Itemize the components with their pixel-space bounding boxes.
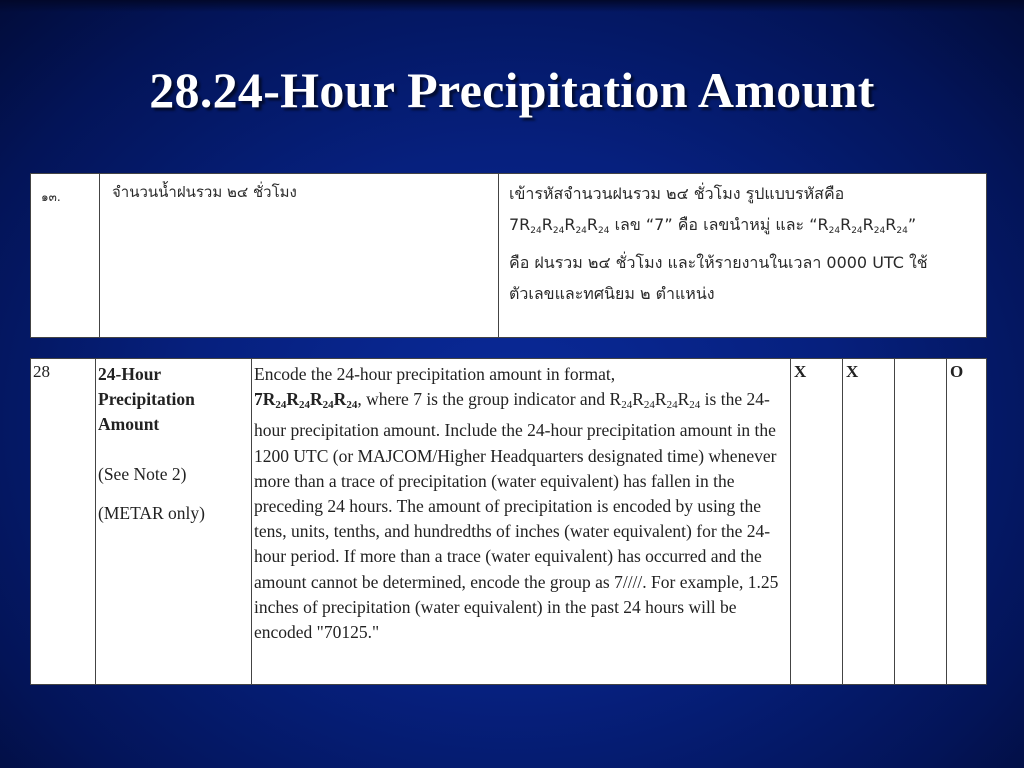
slide-title: 28.24-Hour Precipitation Amount [149, 62, 875, 118]
thai-item-name: จำนวนน้ำฝนรวม ๒๔ ชั่วโมง [100, 174, 499, 338]
thai-desc-line-1: เข้ารหัสจำนวนฝนรวม ๒๔ ชั่วโมง รูปแบบรหัสคือ [509, 184, 845, 203]
thai-item-description [499, 174, 987, 338]
mark-col-1: X [791, 359, 843, 685]
element-description: Encode the 24-hour precipitation amount in format, 7R24R24R24R24, where 7 is the group indicator and R24R24R24R24 is the 24-hour precipitation amount. Include the 24-hour precipitation amount in the 1200 UTC (or MAJCOM/Higher Headquarters designated time) whenever more than a trace of precipitation (water equivalent) has fallen in the preceding 24 hours. The amount of precipitation is encoded by using the tens, units, tenths, and hundredths of inches (water equivalent) for the 24-hour period. If more than a trace (water equivalent) has occurred and the amount cannot be determined, encode the group as 7////. For example, 1.25 inches of precipitation (water equivalent) in the past 24 hours will be encoded "70125." [252, 359, 791, 685]
thai-desc-line-2: $7R_{24}R_{24}R_{24}R_{24}$ เลข “7” คือ เลขนำหมู่ และ “$R_{24}R_{24}R_{24}R_{24}$” [509, 215, 917, 236]
english-spec-table [30, 358, 987, 685]
thai-desc-line-3: คือ ฝนรวม ๒๔ ชั่วโมง และให้รายงานในเวลา 0000 UTC ใช้ [509, 253, 928, 272]
element-cell [96, 359, 252, 685]
thai-desc-line-4: ตัวเลขและทศนิยม ๒ ตำแหน่ง [509, 284, 715, 303]
table-row [31, 174, 987, 338]
table-row [31, 359, 987, 685]
top-shadow-band [0, 0, 1024, 12]
element-name: 24-Hour Precipitation Amount [98, 364, 195, 434]
thai-spec-table [30, 173, 987, 338]
thai-item-number: ๑๓. [31, 174, 100, 338]
mark-col-2: X [843, 359, 895, 685]
format-code: 7R24R24R24R24 [254, 389, 358, 412]
element-note: (See Note 2) [98, 464, 187, 484]
element-scope: (METAR only) [98, 503, 205, 523]
mark-col-3 [895, 359, 947, 685]
element-number: 28 [31, 359, 96, 685]
mark-col-4: O [947, 359, 987, 685]
